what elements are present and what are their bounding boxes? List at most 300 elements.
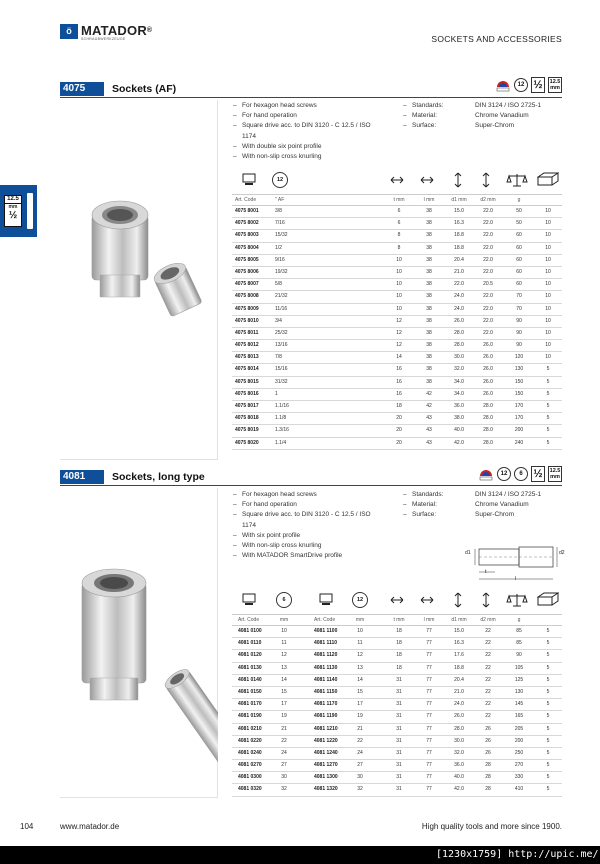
article-code-cell: 4081 1270 — [314, 762, 338, 769]
website-link[interactable]: www.matador.de — [60, 822, 120, 831]
product-number: 4075 — [60, 82, 104, 96]
table-cell: 10 — [357, 628, 363, 634]
table-row — [232, 389, 562, 401]
column-header: t mm — [393, 617, 405, 623]
product-header-4081 — [60, 470, 562, 484]
article-code-cell: 4081 0220 — [238, 737, 262, 744]
article-code-cell: 4075 8006 — [235, 268, 259, 275]
product-title: Sockets (AF) — [112, 83, 177, 95]
table-cell: 7/8 — [275, 354, 282, 361]
table-row — [232, 291, 562, 303]
table-cell: 16 — [396, 378, 402, 385]
spec-table-4075 — [232, 168, 562, 450]
profile-12-icon: 12 — [497, 467, 511, 481]
table-cell: 22.0 — [483, 208, 493, 214]
spec-key: – Standards: — [403, 101, 475, 111]
table-cell: 150 — [514, 390, 524, 397]
table-cell: 26.0 — [483, 354, 493, 361]
table-cell: 1.3/16 — [275, 427, 289, 434]
table-cell: 38 — [426, 232, 432, 239]
drive-mm-value: 12.5 — [549, 468, 561, 474]
article-code-cell: 4081 0300 — [238, 774, 262, 781]
table-cell: 77 — [426, 786, 432, 793]
table-cell: 21 — [281, 725, 287, 732]
table-cell: 10 — [396, 305, 402, 312]
article-code-cell: 4075 8020 — [235, 439, 259, 446]
feature-list-4081 — [233, 490, 383, 561]
profile-6-icon: 6 — [514, 467, 528, 481]
table-cell: 1.1/4 — [275, 439, 287, 446]
table-cell: 5 — [546, 403, 550, 409]
table-cell: 38.0 — [454, 415, 464, 422]
table-cell: 60 — [516, 281, 522, 288]
table-row — [232, 760, 562, 772]
table-cell: 22.0 — [483, 232, 493, 239]
table-cell: 15.0 — [454, 208, 464, 214]
table-cell: 9/16 — [275, 256, 285, 263]
article-code-cell: 4075 8017 — [235, 403, 259, 409]
table-cell: 330 — [514, 774, 524, 781]
article-code-cell: 4081 1170 — [314, 701, 338, 708]
table-cell: 22 — [485, 701, 491, 708]
table-cell: 18 — [396, 640, 402, 647]
table-cell: 10 — [545, 329, 551, 336]
product-title: Sockets, long type — [112, 471, 205, 483]
drive-mm-unit: mm — [550, 85, 560, 91]
table-cell: 1 — [275, 390, 278, 397]
article-code-cell: 4075 8012 — [235, 342, 259, 349]
table-cell: 50 — [516, 220, 522, 227]
table-cell: 70 — [516, 293, 522, 300]
table-cell: 42 — [426, 403, 432, 409]
smartdrive-icon — [495, 77, 511, 93]
column-header: l mm — [423, 617, 435, 623]
table-cell: 16 — [396, 390, 402, 397]
table-cell: 240 — [514, 439, 524, 446]
table-cell: 77 — [426, 737, 432, 744]
smartdrive-icon — [478, 466, 494, 482]
table-cell: 38 — [426, 268, 432, 275]
table-cell: 32 — [357, 786, 363, 793]
article-code-icon — [242, 592, 256, 606]
table-header — [232, 195, 562, 206]
table-cell: 15/32 — [275, 232, 288, 239]
table-cell: 30.0 — [454, 354, 464, 361]
table-cell: 43 — [426, 427, 432, 434]
table-cell: 20 — [396, 439, 402, 446]
table-cell: 50 — [516, 208, 522, 214]
table-cell: 77 — [426, 688, 432, 695]
table-cell: 22 — [281, 737, 287, 744]
article-code-cell: 4081 1150 — [314, 688, 338, 695]
table-cell: 38 — [426, 366, 432, 373]
drive-size-inch: ½ — [8, 210, 18, 221]
table-cell: 31 — [396, 762, 402, 769]
table-cell: 22.0 — [454, 281, 464, 288]
table-cell: 5 — [546, 378, 550, 385]
column-header: t mm — [393, 197, 405, 203]
feature-item: – With non-slip cross knurling — [233, 152, 383, 162]
product-image-4081 — [60, 488, 218, 798]
table-cell: 22.0 — [483, 305, 493, 312]
column-header: Art. Code — [235, 197, 257, 203]
table-icon-row — [232, 588, 562, 615]
table-cell: 40.0 — [454, 427, 464, 434]
table-cell: 28 — [485, 774, 491, 781]
spec-row — [403, 500, 541, 510]
table-cell: 22 — [485, 713, 491, 720]
table-cell: 6 — [397, 208, 401, 214]
table-cell: 1.1/16 — [275, 403, 289, 409]
table-row — [232, 340, 562, 352]
article-code-cell: 4081 1110 — [314, 640, 338, 647]
article-code-cell: 4081 1190 — [314, 713, 338, 720]
dimension-diagram — [465, 542, 565, 587]
profile-6-icon: 6 — [276, 592, 292, 608]
table-cell: 38 — [426, 329, 432, 336]
table-cell: 410 — [514, 786, 524, 793]
table-cell: 5/8 — [275, 281, 282, 288]
spec-key: – Material: — [403, 500, 475, 510]
article-code-cell: 4075 8018 — [235, 415, 259, 422]
table-cell: 77 — [426, 749, 432, 756]
drive-mm-value: 12.5 — [549, 79, 561, 85]
table-cell: 16 — [396, 366, 402, 373]
table-cell: 22 — [485, 652, 491, 659]
table-row — [232, 784, 562, 796]
table-cell: 20.4 — [454, 256, 464, 263]
table-cell: 12 — [281, 652, 287, 659]
spec-value: Super-Chrom — [475, 511, 515, 519]
table-cell: 5 — [546, 688, 550, 695]
article-code-cell: 4081 0150 — [238, 688, 262, 695]
table-cell: 15 — [281, 688, 287, 695]
table-cell: 26.0 — [454, 713, 464, 720]
table-cell: 10 — [545, 232, 551, 239]
table-cell: 31 — [396, 701, 402, 708]
table-cell: 27 — [281, 762, 287, 769]
feature-item: – With non-slip cross knurling — [233, 541, 383, 551]
table-cell: 31 — [396, 713, 402, 720]
table-cell: 10 — [545, 256, 551, 263]
article-code-cell: 4081 0320 — [238, 786, 262, 793]
table-cell: 31 — [396, 774, 402, 781]
table-cell: 5 — [546, 701, 550, 708]
table-cell: 8 — [397, 232, 401, 239]
table-cell: 70 — [516, 305, 522, 312]
table-cell: 5 — [546, 439, 550, 446]
dim-label-d1: d1 — [465, 550, 471, 556]
table-cell: 145 — [514, 701, 524, 708]
table-cell: 19/32 — [275, 268, 288, 275]
article-code-cell: 4075 8007 — [235, 281, 259, 288]
article-code-cell: 4081 1240 — [314, 749, 338, 756]
article-code-cell: 4075 8016 — [235, 390, 259, 397]
article-code-cell: 4075 8002 — [235, 220, 259, 227]
divider — [60, 485, 562, 486]
table-cell: 125 — [514, 676, 524, 683]
article-code-cell: 4081 1210 — [314, 725, 338, 732]
weight-scale-icon — [506, 172, 528, 188]
table-row — [232, 413, 562, 425]
table-cell: 26.0 — [483, 390, 493, 397]
article-code-cell: 4081 0120 — [238, 652, 262, 659]
table-cell: 77 — [426, 652, 432, 659]
spec-key: – Standards: — [403, 490, 475, 500]
socket-photo — [60, 100, 218, 460]
column-header: d2 mm — [480, 617, 496, 623]
feature-item: – For hand operation — [233, 500, 383, 510]
table-row — [232, 218, 562, 230]
table-cell: 22.0 — [483, 293, 493, 300]
package-qty-icon — [537, 172, 559, 186]
table-cell: 14 — [357, 676, 363, 683]
article-code-cell: 4081 0210 — [238, 725, 262, 732]
table-cell: 34.0 — [454, 390, 464, 397]
table-cell: 16.3 — [454, 220, 464, 227]
table-cell: 150 — [514, 378, 524, 385]
profile-12-icon: 12 — [514, 78, 528, 92]
dim-label-d2: d2 — [559, 550, 565, 556]
table-cell: 24 — [357, 749, 363, 756]
table-cell: 28.0 — [454, 329, 464, 336]
spec-row — [403, 490, 541, 500]
table-cell: 24.0 — [454, 293, 464, 300]
table-cell: 90 — [516, 652, 522, 659]
table-cell: 18.8 — [454, 244, 464, 251]
table-cell: 10 — [545, 293, 551, 300]
table-cell: 30 — [357, 774, 363, 781]
article-code-cell: 4075 8001 — [235, 208, 259, 214]
table-cell: 21 — [357, 725, 363, 732]
table-cell: 32.0 — [454, 366, 464, 373]
spec-list-4075 — [403, 101, 541, 132]
drive-size-mm: 12.5 — [5, 196, 21, 204]
table-row — [232, 438, 562, 450]
profile-12-icon: 12 — [272, 172, 288, 188]
article-code-cell: 4075 8015 — [235, 378, 259, 385]
drive-mm-icon — [548, 466, 562, 482]
table-cell: 130 — [514, 366, 524, 373]
logo-subtitle: SCHRAUBWERKZEUGE — [81, 37, 126, 41]
table-cell: 38 — [426, 281, 432, 288]
article-code-cell: 4081 1320 — [314, 786, 338, 793]
table-cell: 11 — [357, 640, 363, 647]
drive-half-icon: ½ — [531, 77, 545, 93]
table-cell: 26 — [485, 749, 491, 756]
article-code-icon — [242, 172, 256, 186]
table-cell: 5 — [546, 749, 550, 756]
table-cell: 28.0 — [483, 415, 493, 422]
table-cell: 31 — [396, 749, 402, 756]
section-title: SOCKETS AND ACCESSORIES — [431, 34, 562, 44]
table-cell: 18.8 — [454, 232, 464, 239]
article-code-cell: 4075 8009 — [235, 305, 259, 312]
table-cell: 26.0 — [483, 342, 493, 349]
feature-item: – For hexagon head screws — [233, 101, 383, 111]
article-code-cell: 4081 0240 — [238, 749, 262, 756]
column-header: d2 mm — [480, 197, 496, 203]
table-cell: 77 — [426, 640, 432, 647]
table-body — [232, 626, 562, 797]
table-cell: 10 — [545, 354, 551, 361]
table-cell: 5 — [546, 676, 550, 683]
drive-size-unit: mm — [8, 204, 18, 210]
ratchet-handle-icon — [27, 193, 33, 229]
logo-text: MATADOR — [81, 23, 147, 38]
table-cell: 21.0 — [454, 268, 464, 275]
table-cell: 250 — [514, 749, 524, 756]
spec-table-4081 — [232, 588, 562, 797]
depth-t-icon — [390, 596, 404, 604]
table-cell: 5 — [546, 713, 550, 720]
table-cell: 31 — [396, 737, 402, 744]
table-cell: 12 — [357, 652, 363, 659]
article-code-cell: 4075 8004 — [235, 244, 259, 251]
table-cell: 31/32 — [275, 378, 288, 385]
table-cell: 22 — [485, 676, 491, 683]
table-cell: 200 — [514, 737, 524, 744]
footer-tagline: High quality tools and more since 1900. — [421, 822, 562, 831]
table-cell: 12 — [396, 329, 402, 336]
table-cell: 10 — [545, 244, 551, 251]
table-row — [232, 316, 562, 328]
table-cell: 34.0 — [454, 378, 464, 385]
table-row — [232, 650, 562, 662]
table-cell: 40.0 — [454, 774, 464, 781]
table-cell: 5 — [546, 640, 550, 647]
table-cell: 22.0 — [483, 220, 493, 227]
table-cell: 38 — [426, 208, 432, 214]
product-image-4075 — [60, 100, 218, 460]
table-cell: 31 — [396, 725, 402, 732]
table-cell: 10 — [396, 281, 402, 288]
diameter-d1-icon — [454, 592, 462, 608]
package-qty-icon — [537, 592, 559, 606]
table-cell: 5 — [546, 774, 550, 781]
article-code-cell: 4075 8010 — [235, 317, 259, 324]
table-cell: 3/4 — [275, 317, 282, 324]
table-cell: 25/32 — [275, 329, 288, 336]
table-cell: 38 — [426, 317, 432, 324]
article-code-cell: 4075 8003 — [235, 232, 259, 239]
table-cell: 28 — [485, 786, 491, 793]
table-cell: 24 — [281, 749, 287, 756]
article-code-cell: 4075 8013 — [235, 354, 259, 361]
table-row — [232, 711, 562, 723]
product-header-4075 — [60, 79, 562, 96]
table-cell: 18 — [396, 628, 402, 634]
spec-value: DIN 3124 / ISO 2725-1 — [475, 491, 542, 498]
table-row — [232, 675, 562, 687]
diameter-d2-icon — [482, 592, 490, 608]
article-code-icon — [319, 592, 333, 606]
column-header: d1 mm — [451, 197, 467, 203]
table-cell: 5 — [546, 427, 550, 434]
table-cell: 270 — [514, 762, 524, 769]
table-cell: 15.0 — [454, 628, 464, 634]
table-cell: 26 — [485, 737, 491, 744]
table-cell: 28 — [485, 762, 491, 769]
table-cell: 32 — [281, 786, 287, 793]
table-cell: 12 — [396, 342, 402, 349]
table-cell: 18 — [396, 652, 402, 659]
article-code-cell: 4081 1130 — [314, 664, 338, 671]
page-number: 104 — [20, 822, 34, 831]
table-cell: 77 — [426, 725, 432, 732]
article-code-cell: 4075 8011 — [235, 329, 259, 336]
column-header: mm — [355, 617, 365, 623]
column-header: Art. Code — [238, 617, 260, 623]
spec-key: – Surface: — [403, 121, 475, 131]
table-cell: 32.0 — [454, 749, 464, 756]
drive-size-badge — [4, 195, 22, 227]
article-code-cell: 4081 1100 — [314, 628, 338, 634]
table-cell: 38 — [426, 378, 432, 385]
table-cell: 13/16 — [275, 342, 288, 349]
table-cell: 28.0 — [454, 342, 464, 349]
table-icon-row — [232, 168, 562, 195]
spec-value: Chrome Vanadium — [475, 501, 529, 509]
article-code-cell: 4081 0110 — [238, 640, 262, 647]
table-cell: 5 — [546, 390, 550, 397]
table-cell: 22.0 — [483, 244, 493, 251]
table-cell: 22.0 — [483, 329, 493, 336]
logo-mark: ö — [60, 24, 78, 39]
table-cell: 24.0 — [454, 305, 464, 312]
spec-key: – Material: — [403, 111, 475, 121]
table-cell: 10 — [545, 317, 551, 324]
side-size-tab — [0, 185, 37, 237]
column-header: g — [517, 617, 521, 623]
table-cell: 28.0 — [483, 439, 493, 446]
table-cell: 38 — [426, 220, 432, 227]
column-header: Art. Code — [314, 617, 336, 623]
table-cell: 170 — [514, 403, 524, 409]
table-cell: 85 — [516, 640, 522, 647]
table-cell: 28.0 — [483, 427, 493, 434]
table-cell: 60 — [516, 232, 522, 239]
length-l-icon — [420, 176, 434, 184]
table-cell: 11/16 — [275, 305, 288, 312]
table-cell: 1/2 — [275, 244, 282, 251]
table-row — [232, 328, 562, 340]
table-cell: 15 — [357, 688, 363, 695]
table-cell: 10 — [396, 293, 402, 300]
table-row — [232, 687, 562, 699]
table-cell: 38 — [426, 342, 432, 349]
table-cell: 10 — [545, 342, 551, 349]
table-cell: 22.0 — [483, 317, 493, 324]
spec-value: Super-Chrom — [475, 122, 515, 130]
table-cell: 60 — [516, 256, 522, 263]
table-cell: 17 — [281, 701, 287, 708]
divider — [60, 97, 562, 98]
table-cell: 28.0 — [454, 725, 464, 732]
article-code-cell: 4081 1300 — [314, 774, 338, 781]
article-code-cell: 4081 1120 — [314, 652, 338, 659]
table-row — [232, 206, 562, 218]
spec-value: DIN 3124 / ISO 2725-1 — [475, 102, 542, 109]
table-cell: 77 — [426, 713, 432, 720]
table-cell: 30 — [281, 774, 287, 781]
table-cell: 13 — [357, 664, 363, 671]
article-code-cell: 4081 1140 — [314, 676, 338, 683]
table-cell: 20.4 — [454, 676, 464, 683]
table-cell: 36.0 — [454, 403, 464, 409]
table-cell: 77 — [426, 762, 432, 769]
table-cell: 26.0 — [454, 317, 464, 324]
